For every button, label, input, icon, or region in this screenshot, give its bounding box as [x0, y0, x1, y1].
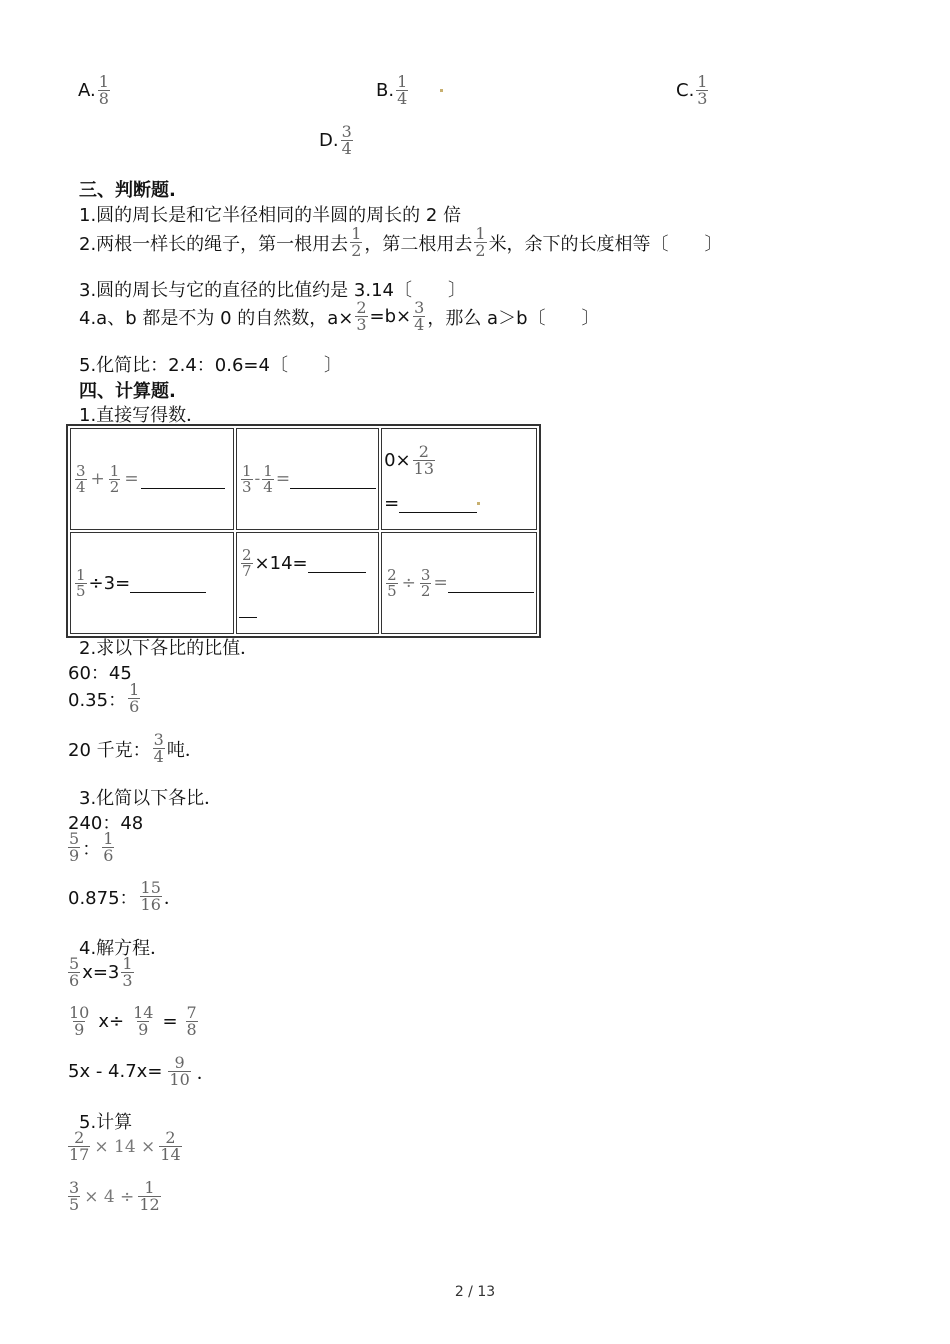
- calc-cell-6: [381, 532, 537, 634]
- calc-p4-title: 4.解方程．: [79, 938, 169, 959]
- operator: ÷: [401, 573, 416, 593]
- fraction: $\frac{1}{12}$: [139, 1178, 160, 1214]
- equals: =: [384, 493, 400, 514]
- calc-cell-5: [236, 532, 379, 634]
- simplify-line-1: 240：48: [68, 813, 144, 834]
- fraction: $\frac{1}{6}$: [129, 680, 140, 716]
- fraction: $\frac{3}{4}$: [153, 730, 164, 766]
- operator: × 14 ×: [94, 1136, 156, 1157]
- term: ．: [163, 887, 182, 909]
- fraction: $\frac{2}{17}$: [69, 1128, 90, 1164]
- answer-blank[interactable]: [308, 554, 366, 573]
- fraction: $\frac{1}{6}$: [103, 829, 114, 865]
- section-3-heading: 三、判断题.: [79, 180, 176, 201]
- answer-blank[interactable]: [448, 574, 534, 593]
- fraction: $\frac{3}{4}$: [76, 461, 86, 496]
- compute-line-2: [68, 1180, 163, 1213]
- fraction: $\frac{1}{3}$: [122, 954, 133, 990]
- judge-q4-text-b: =b×: [369, 306, 412, 327]
- term: ．: [196, 1062, 215, 1084]
- fraction: $\frac{5}{6}$: [69, 954, 80, 990]
- operator: × 4 ÷: [84, 1186, 135, 1207]
- fraction: $\frac{2}{13}$: [413, 442, 434, 478]
- term: 0×: [384, 450, 411, 471]
- calc-p5-title: 5.计算: [79, 1112, 133, 1133]
- fraction: $\frac{2}{14}$: [160, 1128, 181, 1164]
- calc-cell-2: [236, 428, 379, 530]
- fraction: $\frac{3}{2}$: [420, 565, 431, 600]
- judge-q4-text-a: 4.a、b 都是不为 0 的自然数，a×: [79, 307, 354, 329]
- equation-line-3: [68, 1055, 215, 1088]
- judge-q2-fraction-1: $\frac{1}{2}$: [351, 224, 362, 260]
- option-d-fraction: $\frac{3}{4}$: [341, 122, 352, 158]
- option-b-fraction: $\frac{1}{4}$: [397, 72, 408, 108]
- term: x÷: [98, 1011, 125, 1032]
- answer-blank[interactable]: [290, 470, 376, 489]
- judge-q2-text-a: 2.两根一样长的绳子，第一根用去: [79, 233, 349, 255]
- fraction: $\frac{10}{9}$: [69, 1003, 90, 1039]
- equation-line-1: [68, 956, 136, 989]
- term: =: [162, 1011, 178, 1032]
- equals: =: [433, 573, 448, 593]
- term: ×14=: [254, 553, 308, 574]
- term: 20 千克：: [68, 739, 151, 761]
- judge-q4-fraction-1: $\frac{2}{3}$: [356, 298, 367, 334]
- fraction: $\frac{3}{5}$: [69, 1178, 80, 1214]
- simplify-line-2: [68, 831, 116, 864]
- judge-q3: 3.圆的周长与它的直径的比值约是 3.14〔 〕: [79, 280, 466, 301]
- judge-q4-fraction-2: $\frac{3}{4}$: [414, 298, 425, 334]
- option-d-label: D.: [319, 130, 339, 151]
- option-a: [78, 74, 112, 107]
- ratio-line-2: [68, 682, 142, 715]
- term: 0.35：: [68, 689, 127, 711]
- operator: -: [254, 469, 261, 489]
- equation-line-2: [68, 1005, 200, 1038]
- option-a-fraction: $\frac{1}{8}$: [98, 72, 109, 108]
- term: 0.875：: [68, 887, 138, 909]
- ratio-line-1: 60：45: [68, 663, 132, 684]
- fraction: $\frac{1}{2}$: [109, 461, 120, 496]
- judge-q2: [79, 226, 723, 259]
- dot-mark: [477, 502, 480, 505]
- fraction: $\frac{9}{10}$: [169, 1053, 190, 1089]
- fraction: $\frac{14}{9}$: [133, 1003, 154, 1039]
- simplify-line-3: [68, 880, 182, 913]
- option-b-label: B.: [376, 80, 395, 101]
- equals: =: [275, 469, 291, 489]
- fraction: $\frac{15}{16}$: [140, 878, 161, 914]
- operator: +: [90, 469, 105, 489]
- section-4-heading: 四、计算题.: [79, 381, 176, 402]
- option-b: [376, 74, 443, 107]
- fraction: $\frac{2}{5}$: [387, 565, 397, 600]
- judge-q5: 5.化简比：2.4：0.6=4〔 〕: [79, 355, 342, 376]
- judge-q4: [79, 300, 600, 333]
- judge-q1: 1.圆的周长是和它半径相同的半圆的周长的 2 倍: [79, 205, 462, 226]
- answer-blank[interactable]: [399, 494, 477, 513]
- mental-math-table: [66, 424, 541, 638]
- dot-mark: [440, 89, 443, 92]
- calc-cell-3: [381, 428, 537, 530]
- answer-blank[interactable]: [130, 574, 206, 593]
- term: 5x - 4.7x=: [68, 1061, 163, 1082]
- fraction: $\frac{2}{7}$: [242, 546, 252, 580]
- term: ÷3=: [88, 572, 131, 594]
- judge-q2-fraction-2: $\frac{1}{2}$: [475, 224, 486, 260]
- equals: =: [124, 469, 139, 489]
- option-c-label: C.: [676, 80, 695, 101]
- answer-blank-continued[interactable]: [239, 599, 257, 618]
- fraction: $\frac{5}{9}$: [69, 829, 80, 865]
- ratio-line-3: [68, 732, 203, 765]
- calc-cell-4: [70, 532, 234, 634]
- fraction: $\frac{1}{4}$: [263, 461, 273, 496]
- option-d: [319, 124, 355, 157]
- judge-q2-text-c: 米，余下的长度相等〔 〕: [488, 233, 723, 255]
- judge-q4-text-c: ，那么 a＞b〔 〕: [427, 307, 600, 329]
- term: ：: [82, 838, 101, 860]
- term: 吨．: [166, 739, 203, 761]
- term: x=3: [82, 962, 120, 983]
- fraction: $\frac{1}{5}$: [76, 565, 86, 600]
- fraction: $\frac{1}{3}$: [242, 461, 252, 496]
- option-a-label: A.: [78, 80, 96, 101]
- answer-blank[interactable]: [141, 470, 225, 489]
- judge-q2-text-b: ，第二根用去: [364, 233, 473, 255]
- compute-line-1: [68, 1130, 184, 1163]
- fraction: $\frac{7}{8}$: [186, 1003, 197, 1039]
- page-number: 2 / 13: [454, 1284, 496, 1300]
- calc-p1-title: 1.直接写得数．: [79, 405, 205, 426]
- calc-cell-1: [70, 428, 234, 530]
- calc-p3-title: 3.化简以下各比．: [79, 788, 223, 809]
- option-c-fraction: $\frac{1}{3}$: [697, 72, 708, 108]
- option-c: [676, 74, 710, 107]
- calc-p2-title: 2.求以下各比的比值．: [79, 638, 259, 659]
